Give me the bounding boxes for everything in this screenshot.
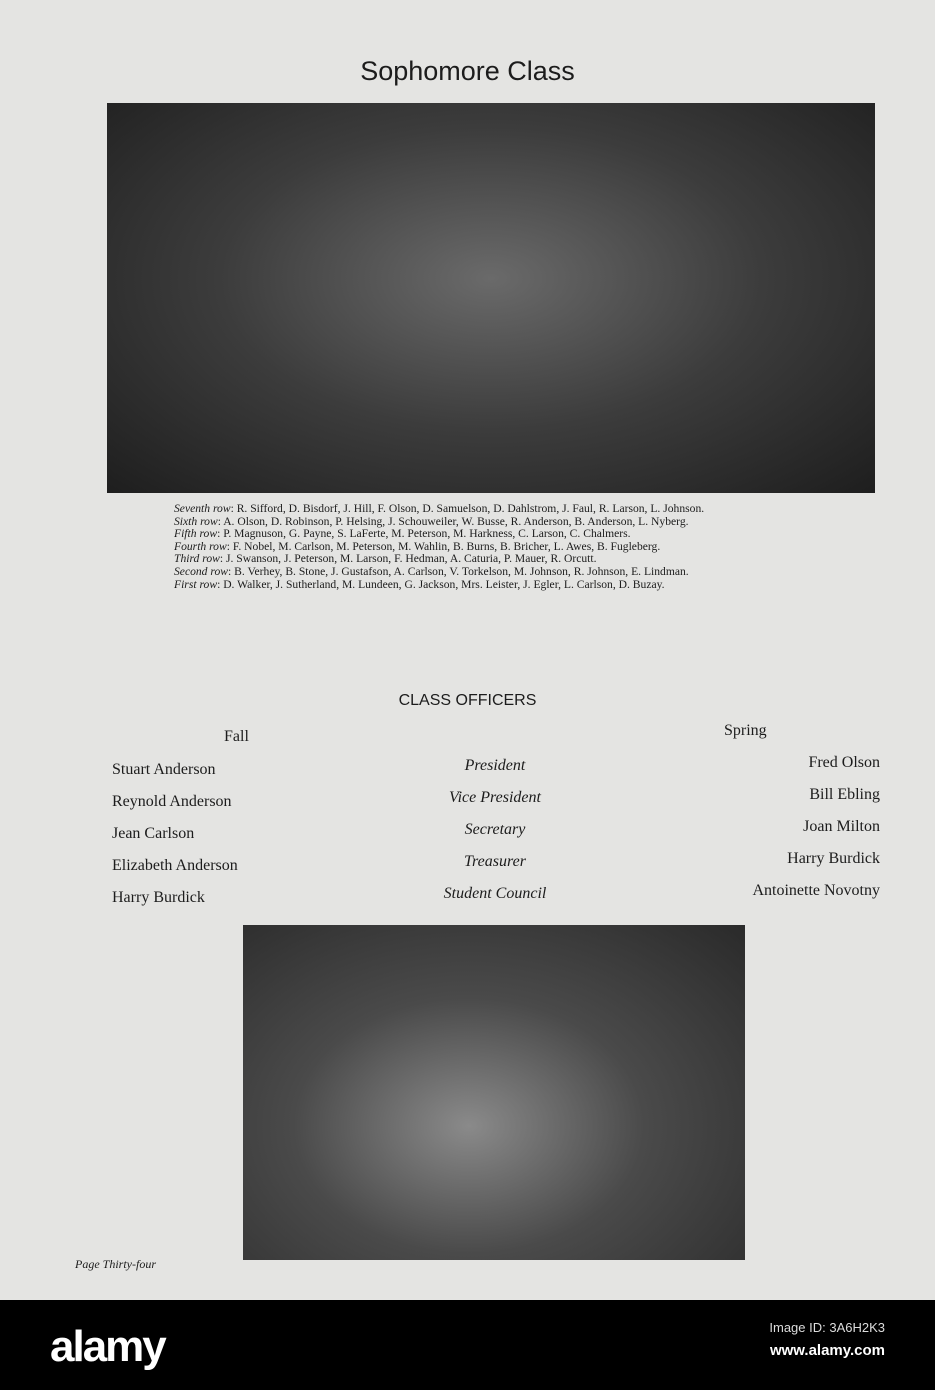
spring-officer-name: Joan Milton bbox=[803, 818, 880, 835]
officers-heading: CLASS OFFICERS bbox=[398, 692, 537, 709]
photo-captions bbox=[174, 503, 814, 591]
caption-row-names: P. Magnuson, G. Payne, S. LaFerte, M. Peterson, M. Harkness, C. Larson, C. Chalmers. bbox=[223, 527, 631, 541]
caption-row-names: F. Nobel, M. Carlson, M. Peterson, M. Wahlin, B. Burns, B. Bricher, L. Awes, B. Fugleberg. bbox=[232, 539, 661, 553]
class-group-photo bbox=[107, 103, 875, 493]
spring-officer-name: Fred Olson bbox=[808, 754, 880, 771]
caption-row-label: Fourth row bbox=[174, 539, 227, 553]
fall-officer-name: Elizabeth Anderson bbox=[112, 857, 238, 874]
office-title: Secretary bbox=[464, 821, 526, 838]
fall-officer-name: Reynold Anderson bbox=[112, 793, 232, 810]
office-title: Vice President bbox=[449, 789, 541, 806]
caption-row: Second row: B. Verhey, B. Stone, J. Gustafson, A. Carlson, V. Torkelson, M. Johnson, R. Johnson, E. Lindman. bbox=[174, 564, 689, 578]
caption-row-label: Seventh row bbox=[174, 502, 231, 515]
caption-row: Fifth row: P. Magnuson, G. Payne, S. LaFerte, M. Peterson, M. Harkness, C. Larson, C. Chalmers. bbox=[174, 527, 631, 541]
alamy-logo: alamy bbox=[50, 1322, 165, 1371]
spring-officer-name: Harry Burdick bbox=[787, 850, 880, 867]
page-title: Sophomore Class bbox=[360, 56, 575, 86]
caption-row: Third row: J. Swanson, J. Peterson, M. Larson, F. Hedman, A. Caturia, P. Mauer, R. Orcutt. bbox=[174, 552, 597, 566]
caption-row-label: Third row bbox=[174, 552, 220, 566]
spring-heading: Spring bbox=[724, 722, 767, 739]
fall-officer-name: Harry Burdick bbox=[112, 889, 205, 906]
caption-row-label: Second row bbox=[174, 564, 228, 578]
page-number: Page Thirty-four bbox=[75, 1257, 156, 1271]
site-url: www.alamy.com bbox=[769, 1342, 885, 1359]
image-id: Image ID: 3A6H2K3 bbox=[769, 1320, 885, 1335]
spring-officer-name: Antoinette Novotny bbox=[752, 882, 880, 899]
office-title: Student Council bbox=[443, 885, 547, 902]
fall-heading: Fall bbox=[224, 728, 249, 745]
office-title: Treasurer bbox=[464, 853, 526, 870]
spring-officer-name: Bill Ebling bbox=[809, 786, 880, 803]
caption-row-names: J. Swanson, J. Peterson, M. Larson, F. Hedman, A. Caturia, P. Mauer, R. Orcutt. bbox=[225, 552, 597, 566]
caption-row: Seventh row: R. Sifford, D. Bisdorf, J. Hill, F. Olson, D. Samuelson, D. Dahlstrom, J. Faul, R. Larson, L. Johnson. bbox=[174, 502, 705, 515]
caption-row-names: A. Olson, D. Robinson, P. Helsing, J. Schouweiler, W. Busse, R. Anderson, B. Anderson, L. Nyberg. bbox=[223, 514, 689, 528]
fall-officer-name: Stuart Anderson bbox=[112, 761, 216, 778]
caption-row-label: Fifth row bbox=[174, 527, 218, 541]
caption-row-names: B. Verhey, B. Stone, J. Gustafson, A. Carlson, V. Torkelson, M. Johnson, R. Johnson, E. Lindman. bbox=[234, 564, 689, 578]
caption-row: First row: D. Walker, J. Sutherland, M. Lundeen, G. Jackson, Mrs. Leister, J. Egler, L. Carlson, D. Buzay. bbox=[174, 577, 665, 591]
fall-officer-name: Jean Carlson bbox=[112, 825, 195, 842]
office-title: President bbox=[464, 757, 526, 774]
watermark-footer bbox=[0, 1300, 935, 1390]
caption-row-names: D. Walker, J. Sutherland, M. Lundeen, G. Jackson, Mrs. Leister, J. Egler, L. Carlson, D. Buzay. bbox=[223, 577, 665, 591]
caption-row: Fourth row: F. Nobel, M. Carlson, M. Peterson, M. Wahlin, B. Burns, B. Bricher, L. Awes, B. Fugleberg. bbox=[174, 539, 661, 553]
caption-row-names: R. Sifford, D. Bisdorf, J. Hill, F. Olson, D. Samuelson, D. Dahlstrom, J. Faul, R. Larson, L. Johnson. bbox=[236, 502, 705, 515]
caption-row-label: First row bbox=[174, 577, 218, 591]
caption-row: Sixth row: A. Olson, D. Robinson, P. Helsing, J. Schouweiler, W. Busse, R. Anderson, B. Anderson, L. Nyberg. bbox=[174, 514, 689, 528]
caption-row-label: Sixth row bbox=[174, 514, 218, 528]
officers-photo bbox=[243, 925, 745, 1260]
